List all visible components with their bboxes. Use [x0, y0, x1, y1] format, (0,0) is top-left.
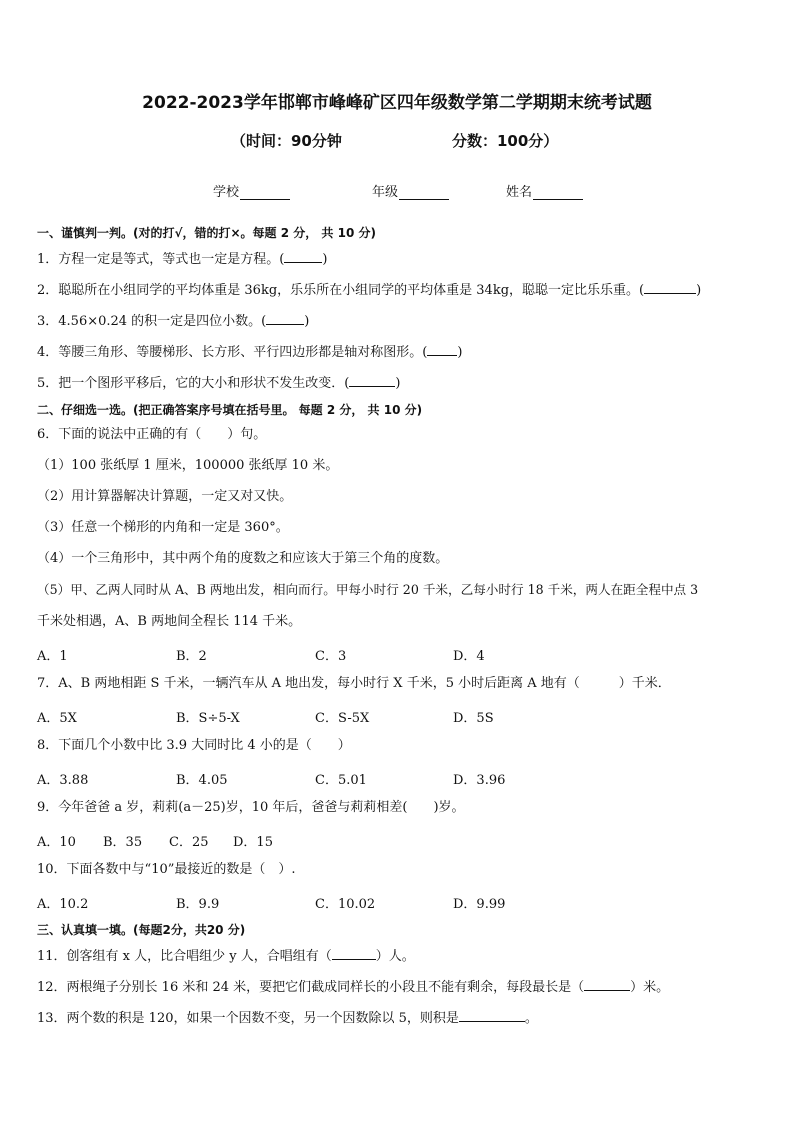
question-2: [37, 281, 701, 299]
question-7-option-d: D．5S: [453, 711, 494, 726]
question-1-end: ): [322, 252, 328, 267]
question-8-option-d: D．3.96: [453, 773, 506, 788]
question-9-option-a: A．10: [37, 835, 76, 850]
name-field: [506, 181, 583, 200]
question-6-statement-5a: （5）甲、乙两人同时从 A、B 两地出发，相向而行。甲每小时行 20 千米，乙每小时行 18 千米，两人在距全程中点 3: [37, 582, 699, 597]
question-10-option-c: C．10.02: [315, 897, 376, 912]
question-6-stem: 6．下面的说法中正确的有（ ）句。: [37, 427, 267, 442]
question-4: [37, 343, 462, 361]
question-6-statement-2: （2）用计算器解决计算题，一定又对又快。: [37, 489, 293, 504]
question-4-text: 4．等腰三角形、等腰梯形、长方形、平行四边形都是轴对称图形。(: [37, 345, 428, 360]
question-9-option-b: B．35: [103, 835, 143, 850]
section-heading-3: 三、认真填一填。(每题2分，共20 分): [37, 923, 246, 937]
answer-blank: [266, 312, 304, 325]
page-title: 2022-2023学年邯郸市峰峰矿区四年级数学第二学期期末统考试题: [142, 93, 652, 113]
question-10-stem: 10．下面各数中与“10”最接近的数是（ ）.: [37, 862, 296, 877]
question-8-stem: 8．下面几个小数中比 3.9 大同时比 4 小的是（ ）: [37, 738, 351, 753]
school-blank: [240, 187, 290, 200]
question-2-end: ): [696, 283, 702, 298]
question-9-option-d: D．15: [233, 835, 273, 850]
answer-blank: [284, 250, 322, 263]
name-blank: [533, 187, 583, 200]
question-10-option-d: D．9.99: [453, 897, 506, 912]
school-field: [213, 181, 290, 200]
answer-blank: [427, 343, 457, 356]
question-7-option-c: C．S-5X: [315, 711, 370, 726]
question-7-option-a: A．5X: [37, 711, 77, 726]
section-heading-1: 一、谨慎判一判。(对的打√，错的打×。每题 2 分， 共 10 分): [37, 226, 376, 240]
question-6-statement-1: （1）100 张纸厚 1 厘米，100000 张纸厚 10 米。: [37, 458, 339, 473]
question-11: [37, 947, 415, 965]
question-3-text: 3．4.56×0.24 的积一定是四位小数。(: [37, 314, 267, 329]
question-13: [37, 1009, 538, 1027]
question-6-option-b: B．2: [176, 649, 207, 664]
grade-blank: [399, 187, 449, 200]
school-label: 学校: [213, 185, 240, 200]
grade-field: [372, 181, 449, 200]
question-9-option-c: C．25: [169, 835, 209, 850]
name-label: 姓名: [506, 185, 533, 200]
question-13-end: 。: [524, 1011, 538, 1026]
answer-blank: [459, 1009, 525, 1022]
question-6-option-a: A．1: [37, 649, 68, 664]
question-5-text: 5．把一个图形平移后，它的大小和形状不发生改变．(: [37, 376, 350, 391]
section-heading-2: 二、仔细选一选。(把正确答案序号填在括号里。 每题 2 分， 共 10 分): [37, 403, 423, 417]
question-11-text: 11．创客组有 x 人，比合唱组少 y 人，合唱组有（: [37, 949, 332, 964]
question-6-option-c: C．3: [315, 649, 347, 664]
question-13-text: 13．两个数的积是 120，如果一个因数不变，另一个因数除以 5，则积是: [37, 1011, 459, 1026]
question-12-text: 12．两根绳子分别长 16 米和 24 米，要把它们截成同样长的小段且不能有剩余，每段最长是（: [37, 980, 585, 995]
question-12: [37, 978, 669, 996]
score-label: 分数：100分）: [452, 132, 559, 150]
question-6-statement-4: （4）一个三角形中，其中两个角的度数之和应该大于第三个角的度数。: [37, 551, 449, 566]
answer-blank: [349, 374, 395, 387]
question-11-end: ）人。: [375, 949, 415, 964]
question-2-text: 2．聪聪所在小组同学的平均体重是 36kg，乐乐所在小组同学的平均体重是 34kg，聪聪一定比乐乐重。(: [37, 283, 645, 298]
question-6-statement-3: （3）任意一个梯形的内角和一定是 360°。: [37, 520, 289, 535]
question-1-text: 1．方程一定是等式，等式也一定是方程。(: [37, 252, 285, 267]
question-3-end: ): [304, 314, 310, 329]
answer-blank: [332, 947, 376, 960]
answer-blank: [644, 281, 696, 294]
question-10-option-b: B．9.9: [176, 897, 220, 912]
question-8-option-b: B．4.05: [176, 773, 228, 788]
question-7-option-b: B．S÷5-X: [176, 711, 240, 726]
question-9-stem: 9．今年爸爸 a 岁，莉莉(a－25)岁，10 年后，爸爸与莉莉相差( )岁。: [37, 800, 465, 815]
question-5-end: ): [395, 376, 401, 391]
question-6-option-d: D．4: [453, 649, 485, 664]
question-4-end: ): [457, 345, 463, 360]
question-8-option-a: A．3.88: [37, 773, 89, 788]
question-8-option-c: C．5.01: [315, 773, 367, 788]
answer-blank: [584, 978, 630, 991]
question-6-statement-5b: 千米处相遇，A、B 两地间全程长 114 千米。: [37, 614, 302, 629]
question-1: [37, 250, 327, 268]
question-7-stem: 7．A、B 两地相距 S 千米，一辆汽车从 A 地出发，每小时行 X 千米，5 小时后距离 A 地有（ ）千米．: [37, 676, 671, 691]
question-5: [37, 374, 400, 392]
question-12-end: ）米。: [630, 980, 670, 995]
question-3: [37, 312, 309, 330]
time-label: （时间：90分钟: [231, 132, 342, 150]
grade-label: 年级: [372, 185, 399, 200]
question-10-option-a: A．10.2: [37, 897, 89, 912]
